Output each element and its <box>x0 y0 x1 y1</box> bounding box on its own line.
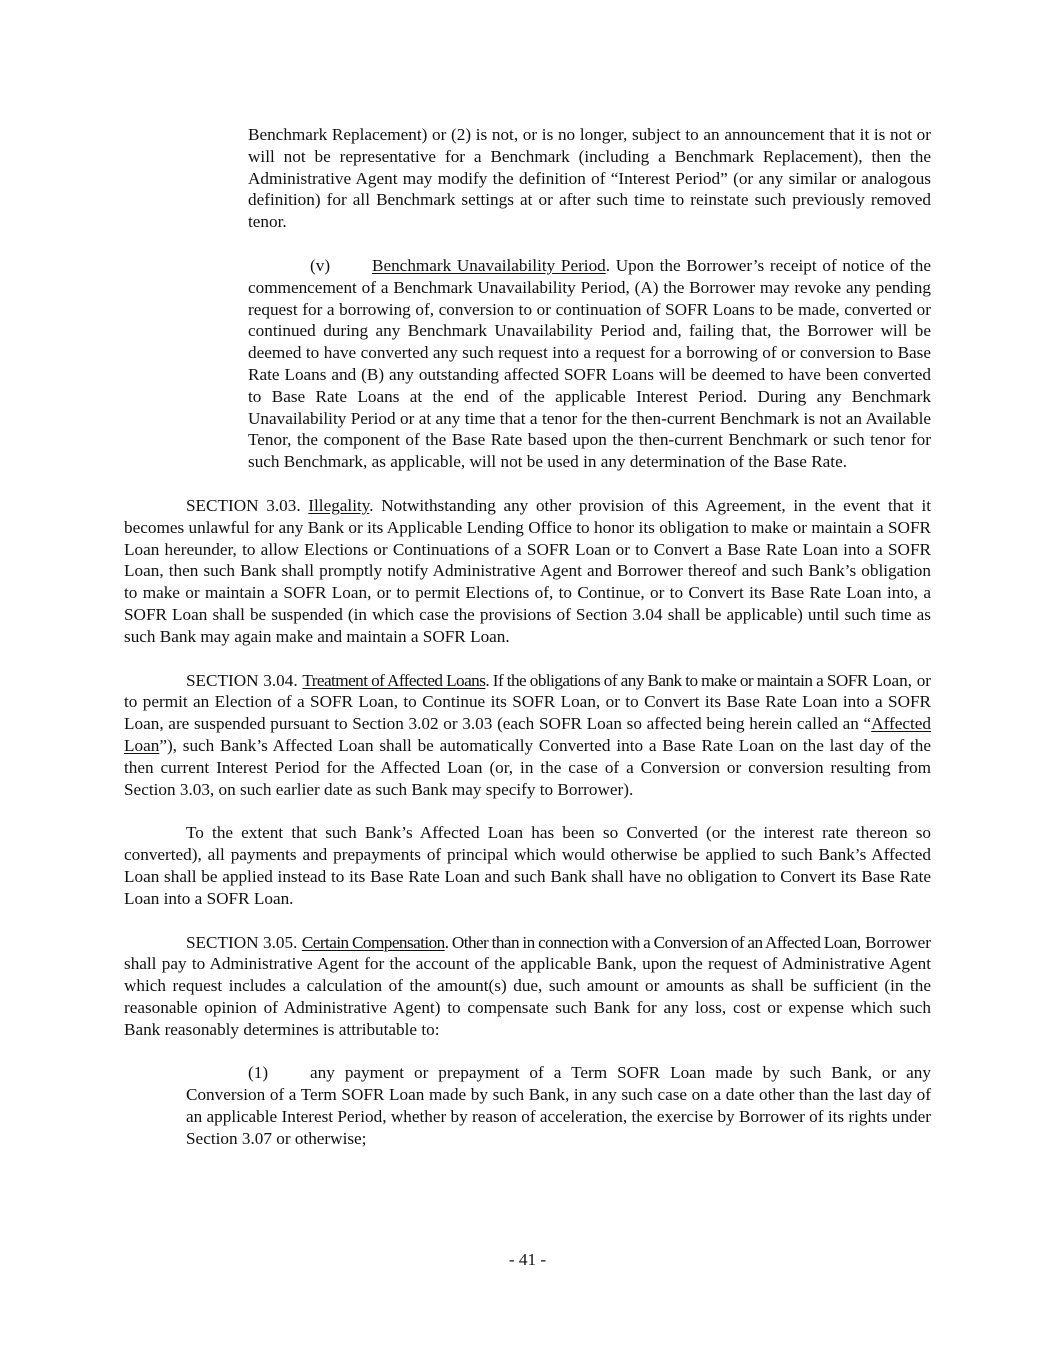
section-3-03-label: SECTION 3.03. <box>186 495 309 515</box>
section-3-03-paragraph <box>124 495 931 648</box>
item-1-number: (1) <box>248 1063 269 1083</box>
section-3-04-heading: Treatment of Affected Loans <box>302 670 486 690</box>
item-1-text: any payment or prepayment of a Term SOFR Loan made by such Bank, or any Conversion of a Term SOFR Loan made by such Bank, in any such case on a date other than the last day of an applicable Interest Period, whether by reason of acceleration, the exercise by Borrower of its rights under Section 3.07 or otherwise; <box>186 1063 931 1148</box>
section-3-05-lead: . Other than in connection with a Conversion of an Affected Loan, <box>444 932 861 952</box>
extent-paragraph: To the extent that such Bank’s Affected Loan has been so Converted (or the interest rate thereon so converted), all payments and prepayments of principal which would otherwise be applied to such Bank’s Affected Loan shall be applied instead to its Base Rate Loan and such Bank shall have no obligation to Convert its Base Rate Loan into a SOFR Loan. <box>124 823 931 908</box>
affected-loan-term: Affected Loan <box>124 714 931 755</box>
item-1-paragraph <box>186 1062 931 1149</box>
item-v-heading: Benchmark Unavailability Period <box>372 255 606 275</box>
section-3-05-paragraph <box>124 932 931 1041</box>
section-3-05-heading: Certain Compensation <box>301 932 445 952</box>
page-number: - 41 - <box>508 1250 547 1269</box>
document-page <box>124 124 931 1150</box>
item-v-paragraph <box>248 255 931 473</box>
item-v-text: . Upon the Borrower’s receipt of notice of the commencement of a Benchmark Unavailability Period, (A) the Borrower may revoke any pending request for a borrowing of, conversion to or continuation of SOFR Loans to be made, converted or continued during any Benchmark Unavailability Period and, failing that, the Borrower will be deemed to have converted any such request into a request for a borrowing of or conversion to Base Rate Loans and (B) any outstanding affected SOFR Loans will be deemed to have been converted to Base Rate Loans at the end of the applicable Interest Period. During any Benchmark Unavailability Period or at any time that a tenor for the then-current Benchmark is not an Available Tenor, the component of the Base Rate based upon the then-current Benchmark or such tenor for such Benchmark, as applicable, will not be used in any determination of the Base Rate. <box>248 255 931 472</box>
continuation-block <box>248 124 931 473</box>
section-3-05-text: Borrower shall pay to Administrative Agent for the account of the applicable Bank, upon the request of Administrative Agent which request includes a calculation of the amount(s) due, such amount or amounts as shall be sufficient (in the reasonable opinion of Administrative Agent) to compensate such Bank for any loss, cost or expense which such Bank reasonably determines is attributable to: <box>124 932 931 1039</box>
section-3-04-paragraph <box>124 670 931 801</box>
item-v-number: (v) <box>310 255 331 275</box>
section-3-04-label: SECTION 3.04. <box>186 670 303 690</box>
section-3-03-heading: Illegality <box>308 495 370 515</box>
section-3-05-label: SECTION 3.05. <box>186 932 302 952</box>
section-3-04-lead: . If the obligations of any Bank to make or maintain a SOFR <box>485 670 868 690</box>
continuation-paragraph: Benchmark Replacement) or (2) is not, or is no longer, subject to an announcement that it is not or will not be representative for a Benchmark (including a Benchmark Replacement), then the Administrative Agent may modify the definition of “Interest Period” (or any similar or analogous definition) for all Benchmark settings at or after such time to reinstate such previously removed tenor. <box>248 125 931 232</box>
section-3-04-text-before: Loan, or to permit an Election of a SOFR Loan, to Continue its SOFR Loan, or to Convert its Base Rate Loan into a SOFR Loan, are suspended pursuant to Section 3.02 or 3.03 (each SOFR Loan so affected being herein called an “ <box>124 670 932 734</box>
section-3-04-text-after: ”), such Bank’s Affected Loan shall be automatically Converted into a Base Rate Loan on the last day of the then current Interest Period for the Affected Loan (or, in the case of a Conversion or conversion resulting from Section 3.03, on such earlier date as such Bank may specify to Borrower). <box>124 735 931 799</box>
section-3-03-text: . Notwithstanding any other provision of this Agreement, in the event that it becomes unlawful for any Bank or its Applicable Lending Office to honor its obligation to make or maintain a SOFR Loan hereunder, to allow Elections or Continuations of a SOFR Loan or to Convert a Base Rate Loan into a SOFR Loan, then such Bank shall promptly notify Administrative Agent and Borrower thereof and such Bank’s obligation to make or maintain a SOFR Loan, or to permit Elections of, to Continue, or to Convert its Base Rate Loan into, a SOFR Loan shall be suspended (in which case the provisions of Section 3.04 shall be applicable) until such time as such Bank may again make and maintain a SOFR Loan. <box>124 495 931 646</box>
